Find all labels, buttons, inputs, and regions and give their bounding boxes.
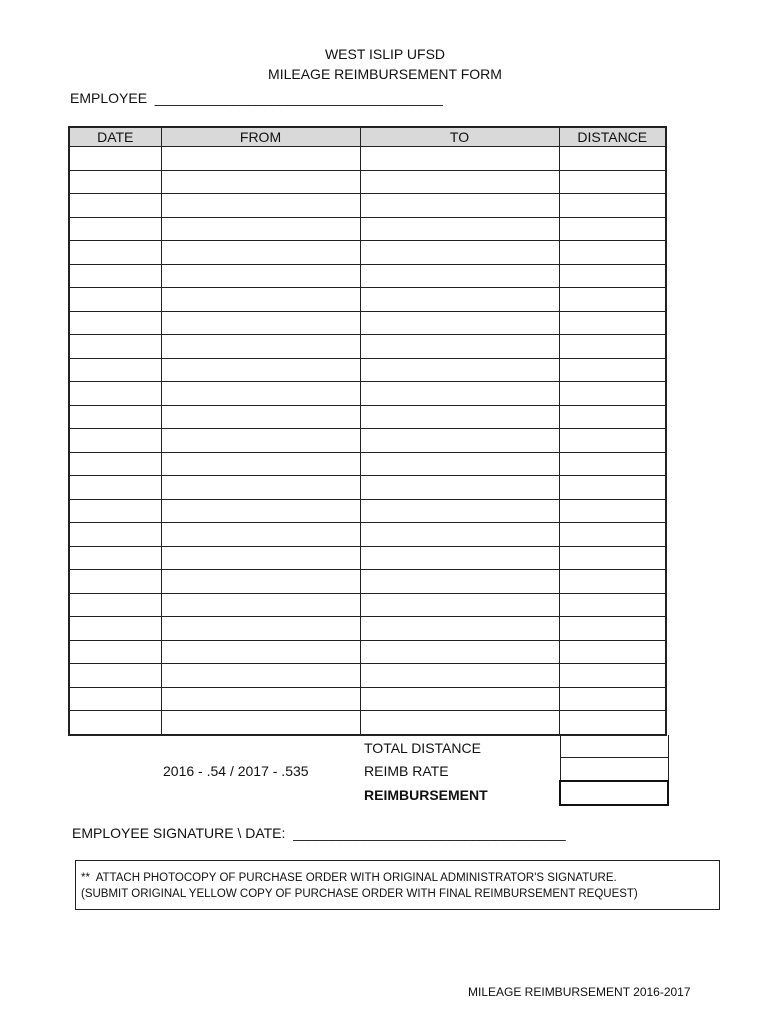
cell-date[interactable] [69,405,161,429]
cell-date[interactable] [69,241,161,265]
table-row [69,546,666,570]
cell-from[interactable] [161,217,360,241]
cell-distance[interactable] [559,264,666,288]
cell-distance[interactable] [559,452,666,476]
table-row [69,664,666,688]
cell-from[interactable] [161,570,360,594]
cell-to[interactable] [360,687,559,711]
footer-label: MILEAGE REIMBURSEMENT 2016-2017 [468,985,691,999]
cell-from[interactable] [161,288,360,312]
cell-from[interactable] [161,264,360,288]
cell-date[interactable] [69,687,161,711]
cell-to[interactable] [360,523,559,547]
table-row [69,170,666,194]
cell-to[interactable] [360,429,559,453]
instruction-line-1: ** ATTACH PHOTOCOPY OF PURCHASE ORDER WITH ORIGINAL ADMINISTRATOR'S SIGNATURE. [81,872,617,884]
instruction-note-box [75,860,720,910]
cell-to[interactable] [360,217,559,241]
mileage-log-table [68,126,667,736]
cell-date[interactable] [69,429,161,453]
table-row [69,194,666,218]
cell-date[interactable] [69,499,161,523]
instruction-line-2: (SUBMIT ORIGINAL YELLOW COPY OF PURCHASE ORDER WITH FINAL REIMBURSEMENT REQUEST) [81,888,638,900]
cell-from[interactable] [161,664,360,688]
reimbursement-label: REIMBURSEMENT [364,787,488,803]
cell-date[interactable] [69,264,161,288]
cell-from[interactable] [161,335,360,359]
column-header-from: FROM [161,127,360,147]
table-row [69,311,666,335]
cell-distance[interactable] [559,664,666,688]
table-row [69,452,666,476]
cell-from[interactable] [161,546,360,570]
table-row [69,640,666,664]
cell-date[interactable] [69,617,161,641]
cell-to[interactable] [360,335,559,359]
district-title: WEST ISLIP UFSD [324,46,446,62]
table-header-row [69,127,666,147]
cell-from[interactable] [161,311,360,335]
table-row [69,264,666,288]
table-row [69,288,666,312]
cell-to[interactable] [360,358,559,382]
table-row [69,147,666,171]
cell-distance[interactable] [559,170,666,194]
rate-note: 2016 - .54 / 2017 - .535 [163,763,309,779]
cell-date[interactable] [69,711,161,735]
reimb-rate-field[interactable] [560,758,669,781]
table-row [69,429,666,453]
cell-distance[interactable] [559,429,666,453]
cell-to[interactable] [360,170,559,194]
cell-distance[interactable] [559,335,666,359]
cell-from[interactable] [161,170,360,194]
cell-to[interactable] [360,570,559,594]
cell-to[interactable] [360,617,559,641]
cell-distance[interactable] [559,570,666,594]
cell-to[interactable] [360,476,559,500]
cell-to[interactable] [360,194,559,218]
cell-from[interactable] [161,476,360,500]
total-distance-field[interactable] [560,735,669,758]
cell-distance[interactable] [559,194,666,218]
table-row [69,217,666,241]
cell-to[interactable] [360,664,559,688]
cell-distance[interactable] [559,523,666,547]
cell-date[interactable] [69,147,161,171]
cell-from[interactable] [161,499,360,523]
cell-to[interactable] [360,452,559,476]
column-header-date: DATE [69,127,161,147]
table-row [69,570,666,594]
cell-date[interactable] [69,382,161,406]
cell-from[interactable] [161,593,360,617]
cell-from[interactable] [161,452,360,476]
reimbursement-field[interactable] [559,780,669,806]
column-header-to: TO [360,127,559,147]
cell-to[interactable] [360,546,559,570]
cell-date[interactable] [69,358,161,382]
cell-date[interactable] [69,546,161,570]
form-title: MILEAGE REIMBURSEMENT FORM [268,66,502,82]
cell-distance[interactable] [559,382,666,406]
table-row [69,358,666,382]
cell-distance[interactable] [559,405,666,429]
employee-name-field[interactable]: EMPLOYEE _____________________________________ [70,90,443,106]
cell-distance[interactable] [559,617,666,641]
cell-distance[interactable] [559,476,666,500]
cell-distance[interactable] [559,687,666,711]
cell-to[interactable] [360,147,559,171]
cell-from[interactable] [161,523,360,547]
cell-distance[interactable] [559,640,666,664]
cell-to[interactable] [360,593,559,617]
column-header-distance: DISTANCE [559,127,666,147]
cell-distance[interactable] [559,311,666,335]
cell-distance[interactable] [559,217,666,241]
signature-date-field[interactable]: EMPLOYEE SIGNATURE \ DATE: ___________________________________ [72,825,566,841]
reimb-rate-label: REIMB RATE [364,763,449,779]
table-row [69,335,666,359]
table-row [69,617,666,641]
cell-to[interactable] [360,640,559,664]
cell-distance[interactable] [559,358,666,382]
cell-date[interactable] [69,570,161,594]
cell-to[interactable] [360,382,559,406]
cell-to[interactable] [360,264,559,288]
cell-to[interactable] [360,288,559,312]
cell-date[interactable] [69,170,161,194]
table-body [69,147,666,735]
cell-date[interactable] [69,452,161,476]
cell-from[interactable] [161,405,360,429]
table-row [69,711,666,735]
cell-date[interactable] [69,593,161,617]
cell-to[interactable] [360,711,559,735]
cell-from[interactable] [161,194,360,218]
cell-to[interactable] [360,241,559,265]
cell-distance[interactable] [559,288,666,312]
cell-date[interactable] [69,664,161,688]
table-row [69,405,666,429]
cell-date[interactable] [69,194,161,218]
cell-from[interactable] [161,640,360,664]
cell-date[interactable] [69,311,161,335]
cell-from[interactable] [161,241,360,265]
cell-distance[interactable] [559,147,666,171]
table-row [69,499,666,523]
table-row [69,382,666,406]
cell-date[interactable] [69,476,161,500]
cell-from[interactable] [161,358,360,382]
cell-distance[interactable] [559,546,666,570]
cell-from[interactable] [161,429,360,453]
cell-from[interactable] [161,147,360,171]
table-row [69,593,666,617]
cell-distance[interactable] [559,241,666,265]
cell-to[interactable] [360,405,559,429]
cell-from[interactable] [161,687,360,711]
table-row [69,241,666,265]
cell-date[interactable] [69,217,161,241]
cell-date[interactable] [69,640,161,664]
cell-from[interactable] [161,711,360,735]
cell-from[interactable] [161,382,360,406]
table-row [69,476,666,500]
total-distance-label: TOTAL DISTANCE [364,740,481,756]
cell-date[interactable] [69,335,161,359]
cell-to[interactable] [360,499,559,523]
cell-to[interactable] [360,311,559,335]
cell-distance[interactable] [559,499,666,523]
cell-distance[interactable] [559,593,666,617]
table-row [69,523,666,547]
cell-from[interactable] [161,617,360,641]
cell-date[interactable] [69,288,161,312]
cell-date[interactable] [69,523,161,547]
cell-distance[interactable] [559,711,666,735]
table-row [69,687,666,711]
